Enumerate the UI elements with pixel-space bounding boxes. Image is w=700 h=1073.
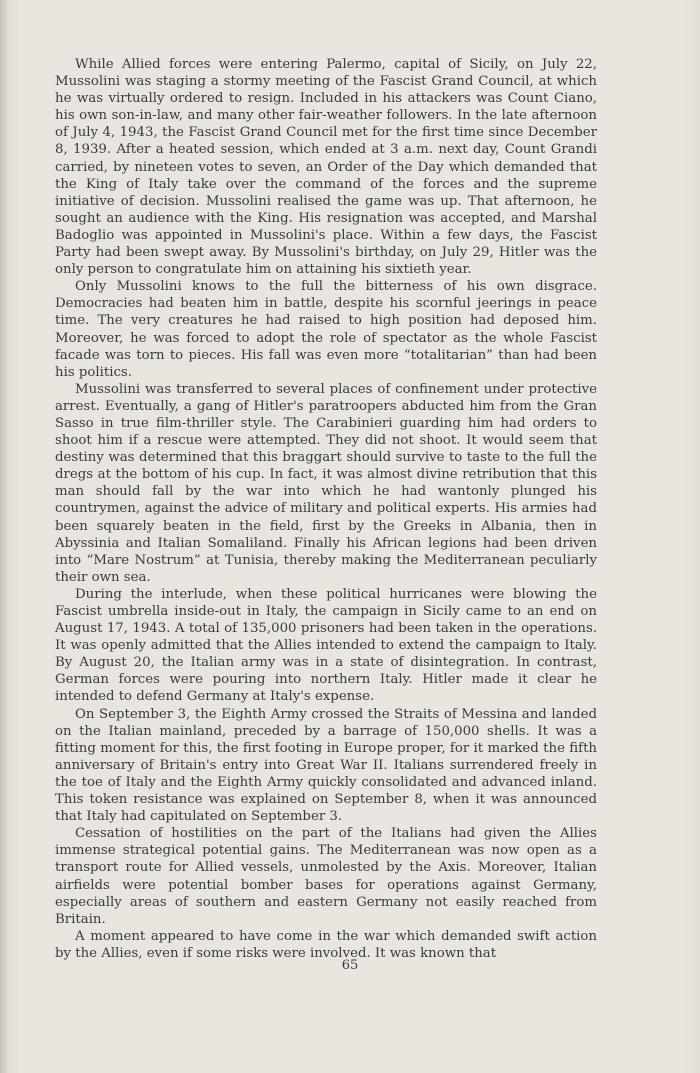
body-text (55, 56, 597, 962)
page-number: 65 (341, 958, 359, 973)
paragraph-7: A moment appeared to have come in the war which demanded swift action by the Allies, even if some risks were involved. It was known that (55, 928, 597, 961)
paragraph-2: Only Mussolini knows to the full the bitterness of his own disgrace. Democracies had beaten him in battle, despite his scornful jeerings in peace time. The very creatures he had raised to high position had deposed him. Moreover, he was forced to adopt the role of spectator as the whole Fascist facade was torn to pieces. His fall was even more “totalitarian” than had been his politics. (55, 279, 597, 380)
paragraph-5: On September 3, the Eighth Army crossed the Straits of Messina and landed on the Italian mainland, preceded by a barrage of 150,000 shells. It was a fitting moment for this, the first footing in Europe proper, for it marked the fifth anniversary of Britain's entry into Great War II. Italians surrendered freely in the toe of Italy and the Eighth Army quickly consolidated and advanced inland. This token resistance was explained on September 8, when it was announced that Italy had capitulated on September 3. (55, 706, 597, 825)
paragraph-6: Cessation of hostilities on the part of the Italians had given the Allies immense strategical potential gains. The Mediterranean was now open as a transport route for Allied vessels, unmolested by the Axis. Moreover, Italian airfields were potential bomber bases for operations against Germany, especially areas of southern and eastern Germany not easily reached from Britain. (55, 826, 597, 927)
paragraph-4: During the interlude, when these political hurricanes were blowing the Fascist umbrella inside-out in Italy, the campaign in Sicily came to an end on August 17, 1943. A total of 135,000 prisoners had been taken in the operations. It was openly admitted that the Allies intended to extend the campaign to Italy. By August 20, the Italian army was in a state of disintegration. In contrast, German forces were pouring into northern Italy. Hitler made it clear he intended to defend Germany at Italy's expense. (55, 586, 597, 705)
paragraph-1: While Allied forces were entering Palermo, capital of Sicily, on July 22, Mussolini was staging a stormy meeting of the Fascist Grand Council, at which he was virtually ordered to resign. Included in his attackers was Count Ciano, his own son-in-law, and many other fair-weather followers. In the late afternoon of July 4, 1943, the Fascist Grand Council met for the first time since December 8, 1939. After a heated session, which ended at 3 a.m. next day, Count Grandi carried, by nineteen votes to seven, an Order of the Day which demanded that the King of Italy take over the command of the forces and the supreme initiative of decision. Mussolini realised the game was up. That afternoon, he sought an audience with the King. His resignation was accepted, and Marshal Badoglio was appointed in Mussolini's place. Within a few days, the Fascist Party had been swept away. By Mussolini's birthday, on July 29, Hitler was the only person to congratulate him on attaining his sixtieth year. (55, 57, 597, 278)
spine-shadow (0, 0, 8, 1073)
paragraph-3: Mussolini was transferred to several places of confinement under protective arrest. Eventually, a gang of Hitler's paratroopers abducted him from the Gran Sasso in true film-thriller style. The Carabinieri guarding him had orders to shoot him if a rescue were attempted. They did not shoot. It would seem that destiny was determined that this braggart should survive to taste to the full the dregs at the bottom of his cup. In fact, it was almost divine retribution that this man should fall by the war into which he had wantonly plunged his countrymen, against the advice of military and political experts. His armies had been squarely beaten in the field, first by the Greeks in Albania, then in Abyssinia and Italian Somaliland. Finally his African legions had been driven into “Mare Nostrum” at Tunisia, thereby making the Mediterranean peculiarly their own sea. (55, 381, 597, 585)
